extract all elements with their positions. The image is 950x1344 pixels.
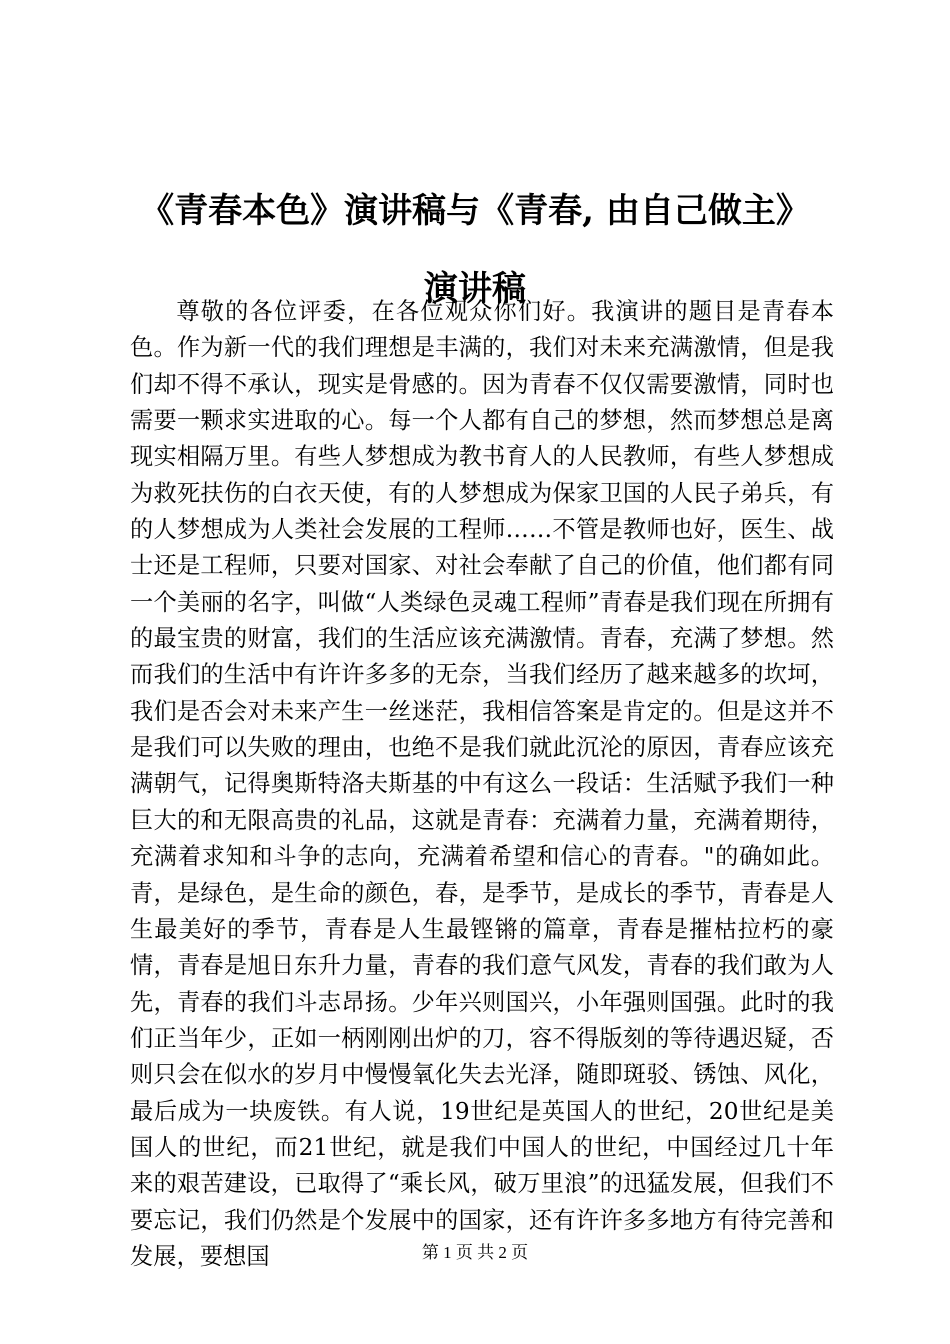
page-number: 第 1 页 共 2 页 [421, 1243, 529, 1262]
title-line-1: 《青春本色》演讲稿与《青春, 由自己做主》 [140, 191, 810, 231]
title-line-2: 演讲稿 [424, 269, 526, 309]
page-footer [0, 1241, 950, 1265]
body-paragraph: 尊敬的各位评委，在各位观众你们好。我演讲的题目是青春本色。作为新一代的我们理想是丰满的，我们对未来充满激情，但是我们却不得不承认，现实是骨感的。因为青春不仅仅需要激情，同时也需要一颗求实进取的心。每一个人都有自己的梦想，然而梦想总是离现实相隔万里。有些人梦想成为教书育人的人民教师，有些人梦想成为救死扶伤的白衣天使，有的人梦想成为保家卫国的人民子弟兵，有的人梦想成为人类社会发展的工程师……不管是教师也好，医生、战士还是工程师，只要对国家、对社会奉献了自己的价值，他们都有同一个美丽的名字，叫做“人类绿色灵魂工程师”青春是我们现在所拥有的最宝贵的财富，我们的生活应该充满激情。青春，充满了梦想。然而我们的生活中有许许多多的无奈，当我们经历了越来越多的坎坷，我们是否会对未来产生一丝迷茫，我相信答案是肯定的。但是这并不是我们可以失败的理由，也绝不是我们就此沉沦的原因，青春应该充满朝气，记得奥斯特洛夫斯基的中有这么一段话：生活赋予我们一种巨大的和无限高贵的礼品，这就是青春：充满着力量，充满着期待，充满着求知和斗争的志向，充满着希望和信心的青春。"的确如此。青，是绿色，是生命的颜色，春，是季节，是成长的季节，青春是人生最美好的季节，青春是人生最铿锵的篇章，青春是摧枯拉朽的豪情，青春是旭日东升力量，青春的我们意气风发，青春的我们敢为人先，青春的我们斗志昂扬。少年兴则国兴，小年强则国强。此时的我们正当年少，正如一柄刚刚出炉的刀，容不得版刻的等待遇迟疑，否则只会在似水的岁月中慢慢氧化失去光泽，随即斑驳、锈蚀、风化，最后成为一块废铁。有人说，19世纪是英国人的世纪，20世纪是美国人的世纪，而21世纪，就是我们中国人的世纪，中国经过几十年来的艰苦建设，已取得了“乘长风，破万里浪”的迅猛发展，但我们不要忘记，我们仍然是个发展中的国家，还有许许多多地方有待完善和发展，要想国 [130, 298, 834, 1270]
